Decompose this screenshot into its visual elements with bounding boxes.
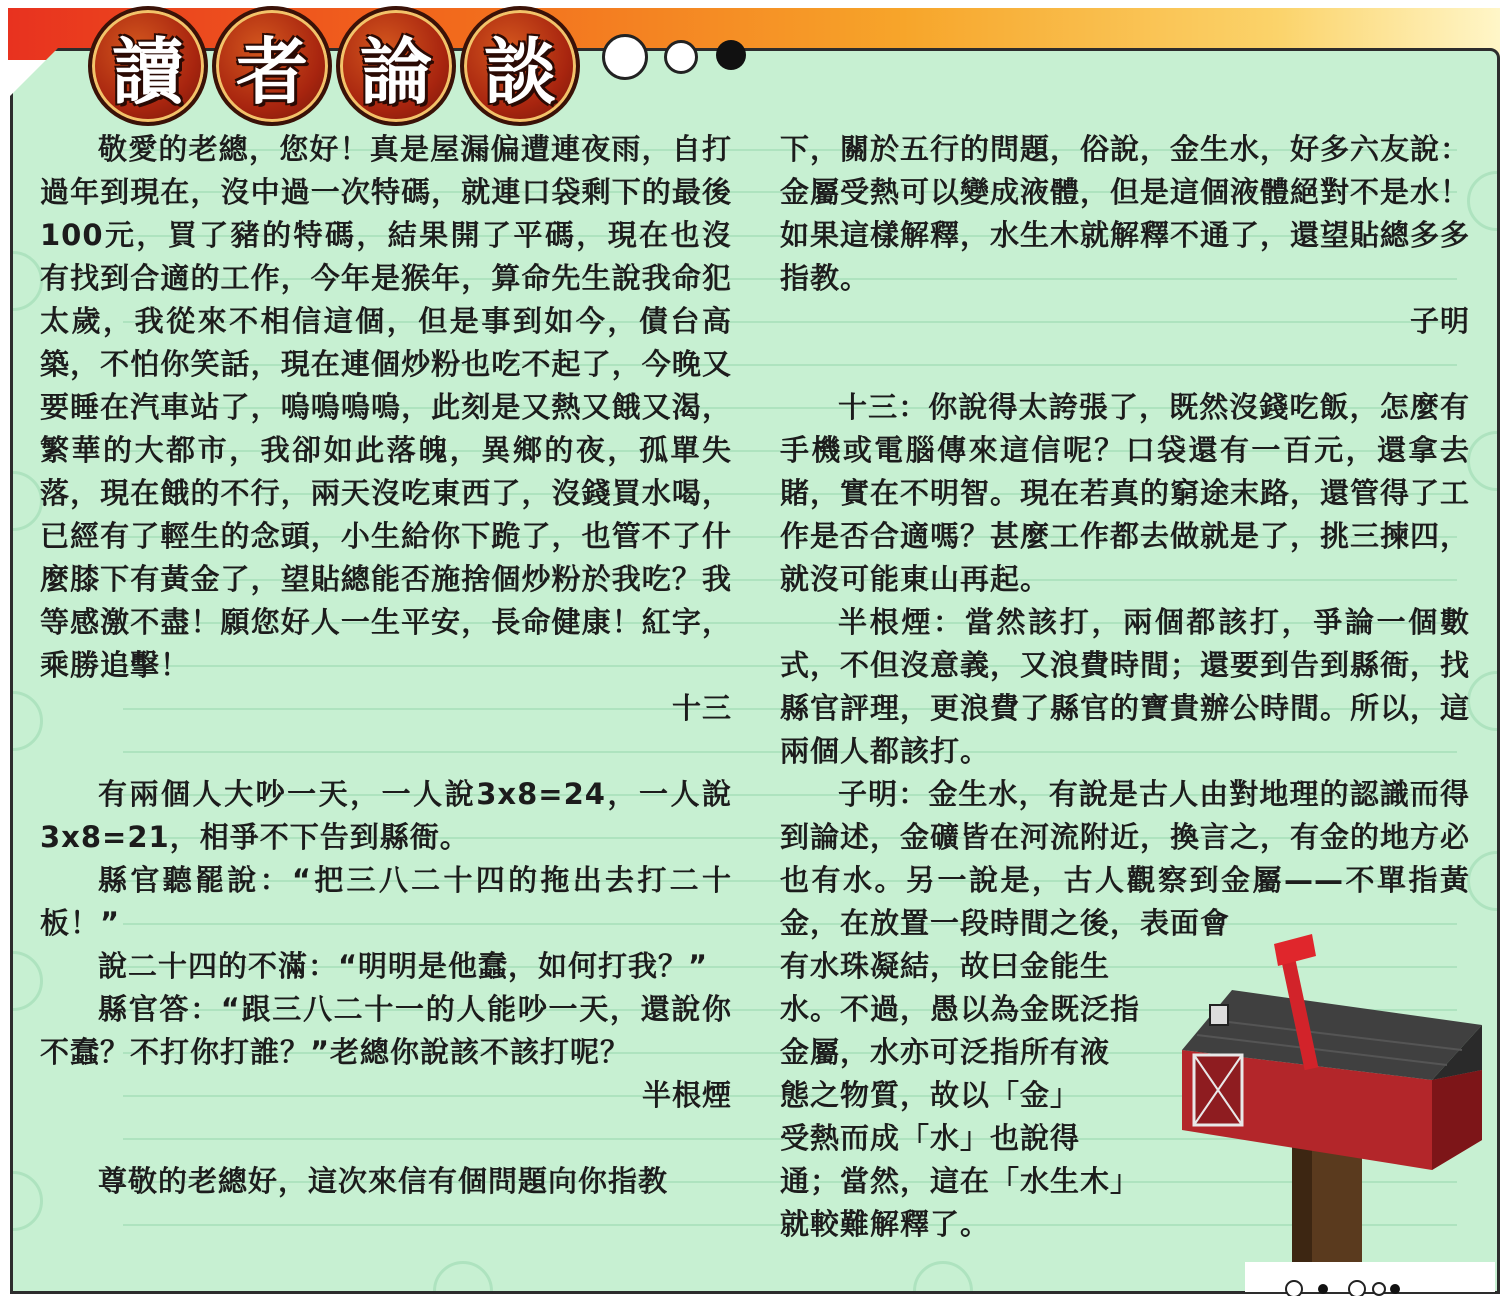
title-char-1: 讀 <box>88 6 208 126</box>
reply-to-ziming-narrow <box>780 945 1180 1246</box>
reply-line: 水。不過，愚以為金既泛指 <box>780 992 1141 1026</box>
reply-line: 有水珠凝結，故曰金能生 <box>780 949 1111 983</box>
letter-2-p1: 有兩個人大吵一天，一人說3x8=24，一人說3x8=21，相爭不下告到縣衙。 <box>40 777 732 854</box>
reply-line: 受熱而成「水」也說得 <box>780 1121 1081 1155</box>
bottom-dot-icon <box>1390 1284 1400 1294</box>
letter-3-signature: 子明 <box>1409 304 1470 338</box>
title-char-2: 者 <box>212 6 332 126</box>
letter-2-p4: 縣官答：“跟三八二十一的人能吵一天，還說你不蠢？不打你打誰？”老總你說該不該打呢？ <box>40 992 732 1069</box>
reply-to-bangenyan: 半根煙：當然該打，兩個都該打，爭論一個數式，不但沒意義，又浪費時間；還要到告到縣衙，找縣官評理，更浪費了縣官的寶貴辦公時間。所以，這兩個人都該打。 <box>780 605 1471 768</box>
title-dot-small-icon <box>716 40 746 70</box>
letter-1-body: 敬愛的老總，您好！真是屋漏偏遭連夜雨，自打過年到現在，沒中過一次特碼，就連口袋剩下的最後100元，買了豬的特碼，結果開了平碼，現在也沒有找到合適的工作，今年是猴年，算命先生說我命犯太歲，我從來不相信這個，但是事到如今，債台高築，不怕你笑話，現在連個炒粉也吃不起了，今晚又要睡在汽車站了，嗚嗚嗚嗚，此刻是又熱又餓又渴，繁華的大都市，我卻如此落魄，異鄉的夜，孤單失落，現在餓的不行，兩天沒吃東西了，沒錢買水喝，已經有了輕生的念頭，小生給你下跪了，也管不了什麼膝下有黃金了，望貼總能否施捨個炒粉於我吃？我等感激不盡！願您好人一生平安，長命健康！紅字，乘勝追擊！ <box>40 132 732 682</box>
title-dot-medium-icon <box>664 40 698 74</box>
letter-2-p2: 縣官聽罷說：“把三八二十四的拖出去打二十板！” <box>40 863 732 940</box>
letter-3-continued: 下，關於五行的問題，俗說，金生水，好多六友說：金屬受熱可以變成液體，但是這個液體絕對不是水！如果這樣解釋，水生木就解釋不通了，還望貼總多多指教。 <box>780 132 1471 295</box>
reply-to-shisan: 十三：你說得太誇張了，既然沒錢吃飯，怎麼有手機或電腦傳來這信呢？口袋還有一百元，還拿去賭，實在不明智。現在若真的窮途末路，還管得了工作是否合適嗎？甚麼工作都去做就是了，挑三揀四，就沒可能東山再起。 <box>780 390 1471 596</box>
title-char-3: 論 <box>336 6 456 126</box>
bottom-dot-icon <box>1318 1284 1328 1294</box>
title-char-4: 談 <box>460 6 580 126</box>
bottom-dot-icon <box>1348 1280 1366 1296</box>
page-title <box>88 6 580 126</box>
letter-3-start: 尊敬的老總好，這次來信有個問題向你指教 <box>98 1164 669 1198</box>
title-dot-large-icon <box>602 34 648 80</box>
reply-to-ziming: 子明：金生水，有說是古人由對地理的認識而得到論述，金礦皆在河流附近，換言之，有金的地方必也有水。另一說是，古人觀察到金屬——不單指黃金，在放置一段時間之後，表面會 <box>780 777 1471 940</box>
reply-line: 就較難解釋了。 <box>780 1207 991 1241</box>
left-column <box>40 128 732 1203</box>
letter-2-signature: 半根煙 <box>641 1078 732 1112</box>
reply-line: 態之物質，故以「金」 <box>780 1078 1081 1112</box>
letter-1-signature: 十三 <box>671 691 732 725</box>
reply-line: 通；當然，這在「水生木」 <box>780 1164 1141 1198</box>
bottom-dot-icon <box>1285 1280 1303 1296</box>
letter-2-p3: 說二十四的不滿：“明明是他蠢，如何打我？” <box>98 949 709 983</box>
bottom-dot-icon <box>1372 1282 1386 1296</box>
bottom-decoration <box>1245 1262 1495 1292</box>
reply-line: 金屬，水亦可泛指所有液 <box>780 1035 1111 1069</box>
mailbox-icon <box>1162 930 1492 1290</box>
